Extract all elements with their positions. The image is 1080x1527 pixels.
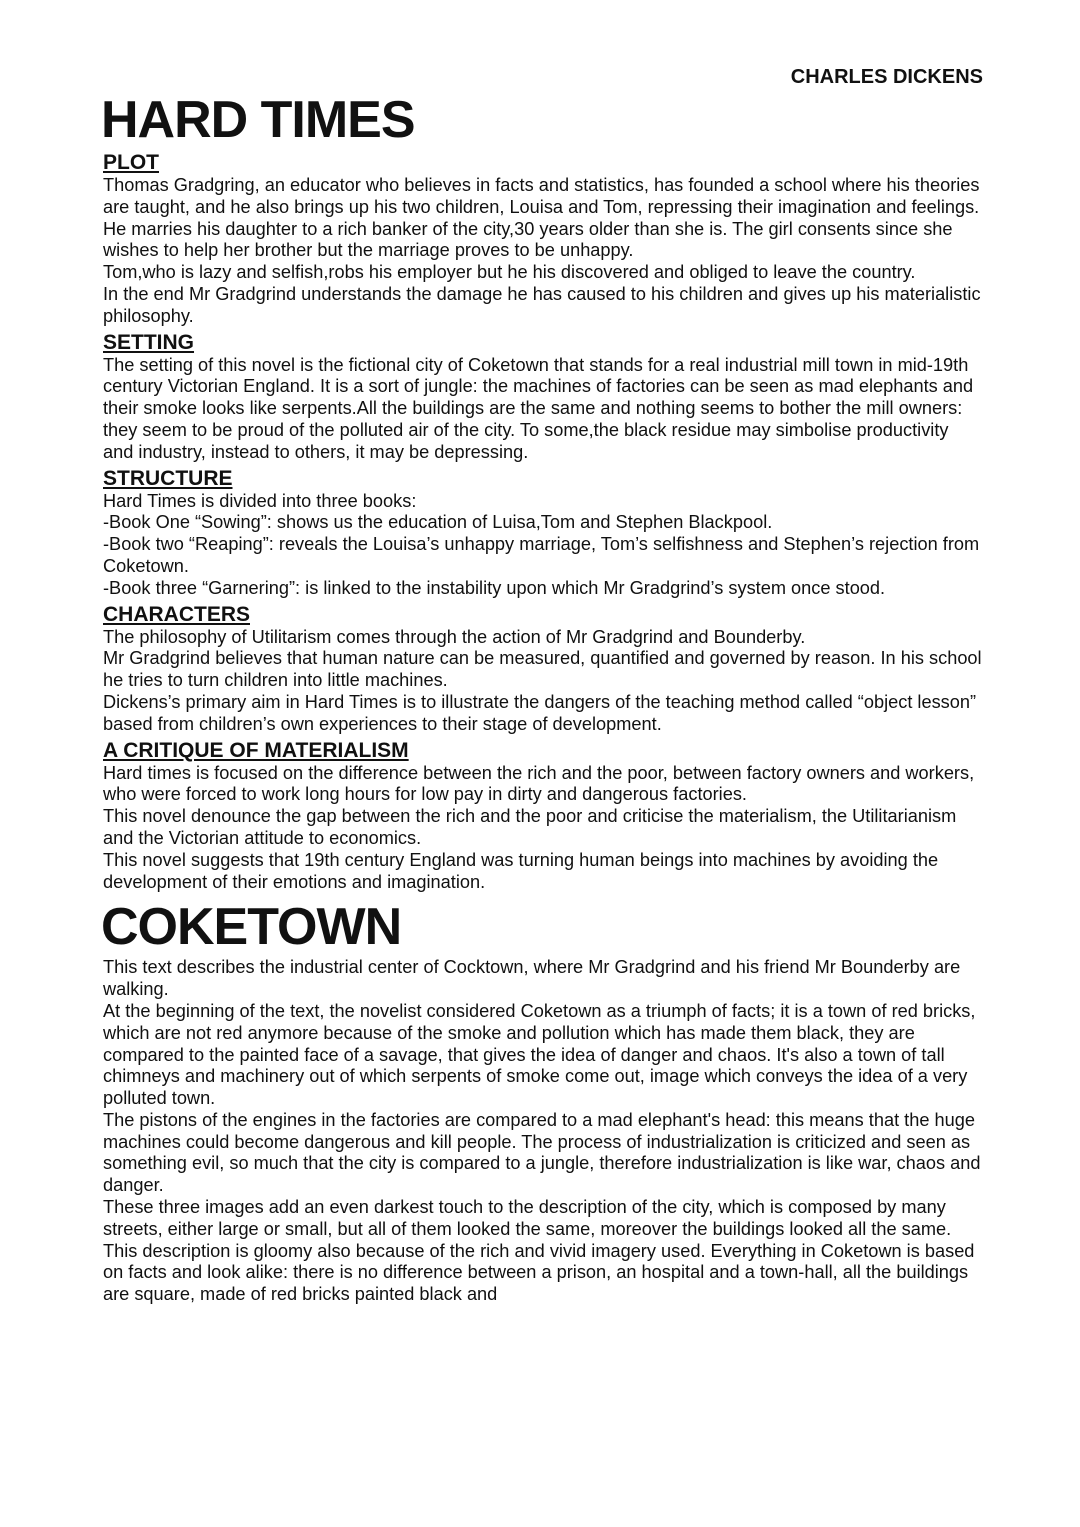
paragraph: Hard Times is divided into three books:: [103, 490, 417, 511]
paragraph: Mr Gradgrind believes that human nature can be measured, quantified and governed by reason. In his school he tries to turn children into little machines.: [103, 648, 982, 691]
section-setting: [103, 330, 983, 464]
paragraph: -Book two “Reaping”: reveals the Louisa’s unhappy marriage, Tom’s selfishness and Stephen’s rejection from Coketown.: [103, 534, 980, 576]
section-critique: [103, 738, 983, 894]
paragraph: Hard times is focused on the difference between the rich and the poor, between factory owners and workers, who were forced to work long hours for low pay in dirty and dangerous factories.: [103, 762, 975, 805]
paragraph: At the beginning of the text, the novelist considered Coketown as a triumph of facts; it is a town of red bricks, which are not red anymore because of the smoke and pollution which has made them black, they are compared to the painted face of a savage, that gives the idea of danger and chaos. It's also a town of tall chimneys and machinery out of which serpents of smoke come out, image which conveys the idea of a very polluted town.: [103, 1000, 976, 1109]
coketown-title: COKETOWN: [101, 898, 402, 957]
section-heading: CHARACTERS: [103, 602, 250, 626]
author-name: CHARLES DICKENS: [790, 66, 983, 88]
paragraph: These three images add an even darkest touch to the description of the city, which is composed by many streets, either large or small, but all of them looked the same, moreover the buildings looked all the same. This description is gloomy also because of the rich and vivid imagery used. Everything in Coketown is based on facts and look alike: there is no difference between a prison, an hospital and a town-hall, all the buildings are square, made of red bricks painted black and: [103, 1197, 975, 1305]
section-heading: PLOT: [103, 151, 159, 174]
paragraph: This text describes the industrial center of Cocktown, where Mr Gradgrind and his friend Mr Bounderby are walking.: [103, 957, 961, 1000]
paragraph: This novel suggests that 19th century England was turning human beings into machines by avoiding the development of their emotions and imagination.: [103, 849, 939, 892]
paragraph: In the end Mr Gradgrind understands the damage he has caused to his children and gives up his materialistic philosophy.: [103, 283, 981, 326]
section-heading: STRUCTURE: [103, 466, 233, 490]
document-page: [103, 62, 983, 1308]
section-heading: SETTING: [103, 330, 195, 354]
paragraph: The pistons of the engines in the factories are compared to a mad elephant's head: this means that the huge machines could become dangerous and kill people. The process of industrialization is criticized and seen as something evil, so much that the city is compared to a jungle, therefore industrialization is like war, chaos and danger.: [103, 1109, 981, 1196]
page-title: HARD TIMES: [101, 91, 415, 149]
section-structure: [103, 466, 983, 600]
section-coketown: [103, 957, 983, 1306]
paragraph: Dickens’s primary aim in Hard Times is to illustrate the dangers of the teaching method called “object lesson” based from children’s own experiences to their stage of development.: [103, 691, 977, 734]
paragraph: Thomas Gradgring, an educator who believes in facts and statistics, has founded a school where his theories are taught, and he also brings up his two children, Louisa and Tom, repressing their imagination and feelings. He marries his daughter to a rich banker of the city,30 years older than she is. The girl consents since she wishes to help her brother but the marriage proves to be unhappy.: [103, 175, 980, 261]
section-heading: A CRITIQUE OF MATERIALISM: [103, 738, 409, 762]
paragraph: Tom,who is lazy and selfish,robs his employer but he his discovered and obliged to leave the country.: [103, 262, 916, 283]
section-characters: [103, 602, 983, 736]
paragraph: The philosophy of Utilitarism comes through the action of Mr Gradgrind and Bounderby.: [103, 626, 806, 647]
section-plot: [103, 150, 983, 328]
paragraph: The setting of this novel is the fictional city of Coketown that stands for a real industrial mill town in mid-19th century Victorian England. It is a sort of jungle: the machines of factories can be seen as mad elephants and their smoke looks like serpents.All the buildings are the same and nothing seems to bother the mill owners: they seem to be proud of the polluted air of the city. To some,the black residue may simbolise productivity and industry, instead to others, it may be depressing.: [103, 354, 974, 462]
paragraph: -Book three “Garnering”: is linked to the instability upon which Mr Gradgrind’s system once stood.: [103, 577, 886, 598]
paragraph: -Book One “Sowing”: shows us the education of Luisa,Tom and Stephen Blackpool.: [103, 512, 773, 533]
paragraph: This novel denounce the gap between the rich and the poor and criticise the materialism, the Utilitarianism and the Victorian attitude to economics.: [103, 806, 957, 848]
